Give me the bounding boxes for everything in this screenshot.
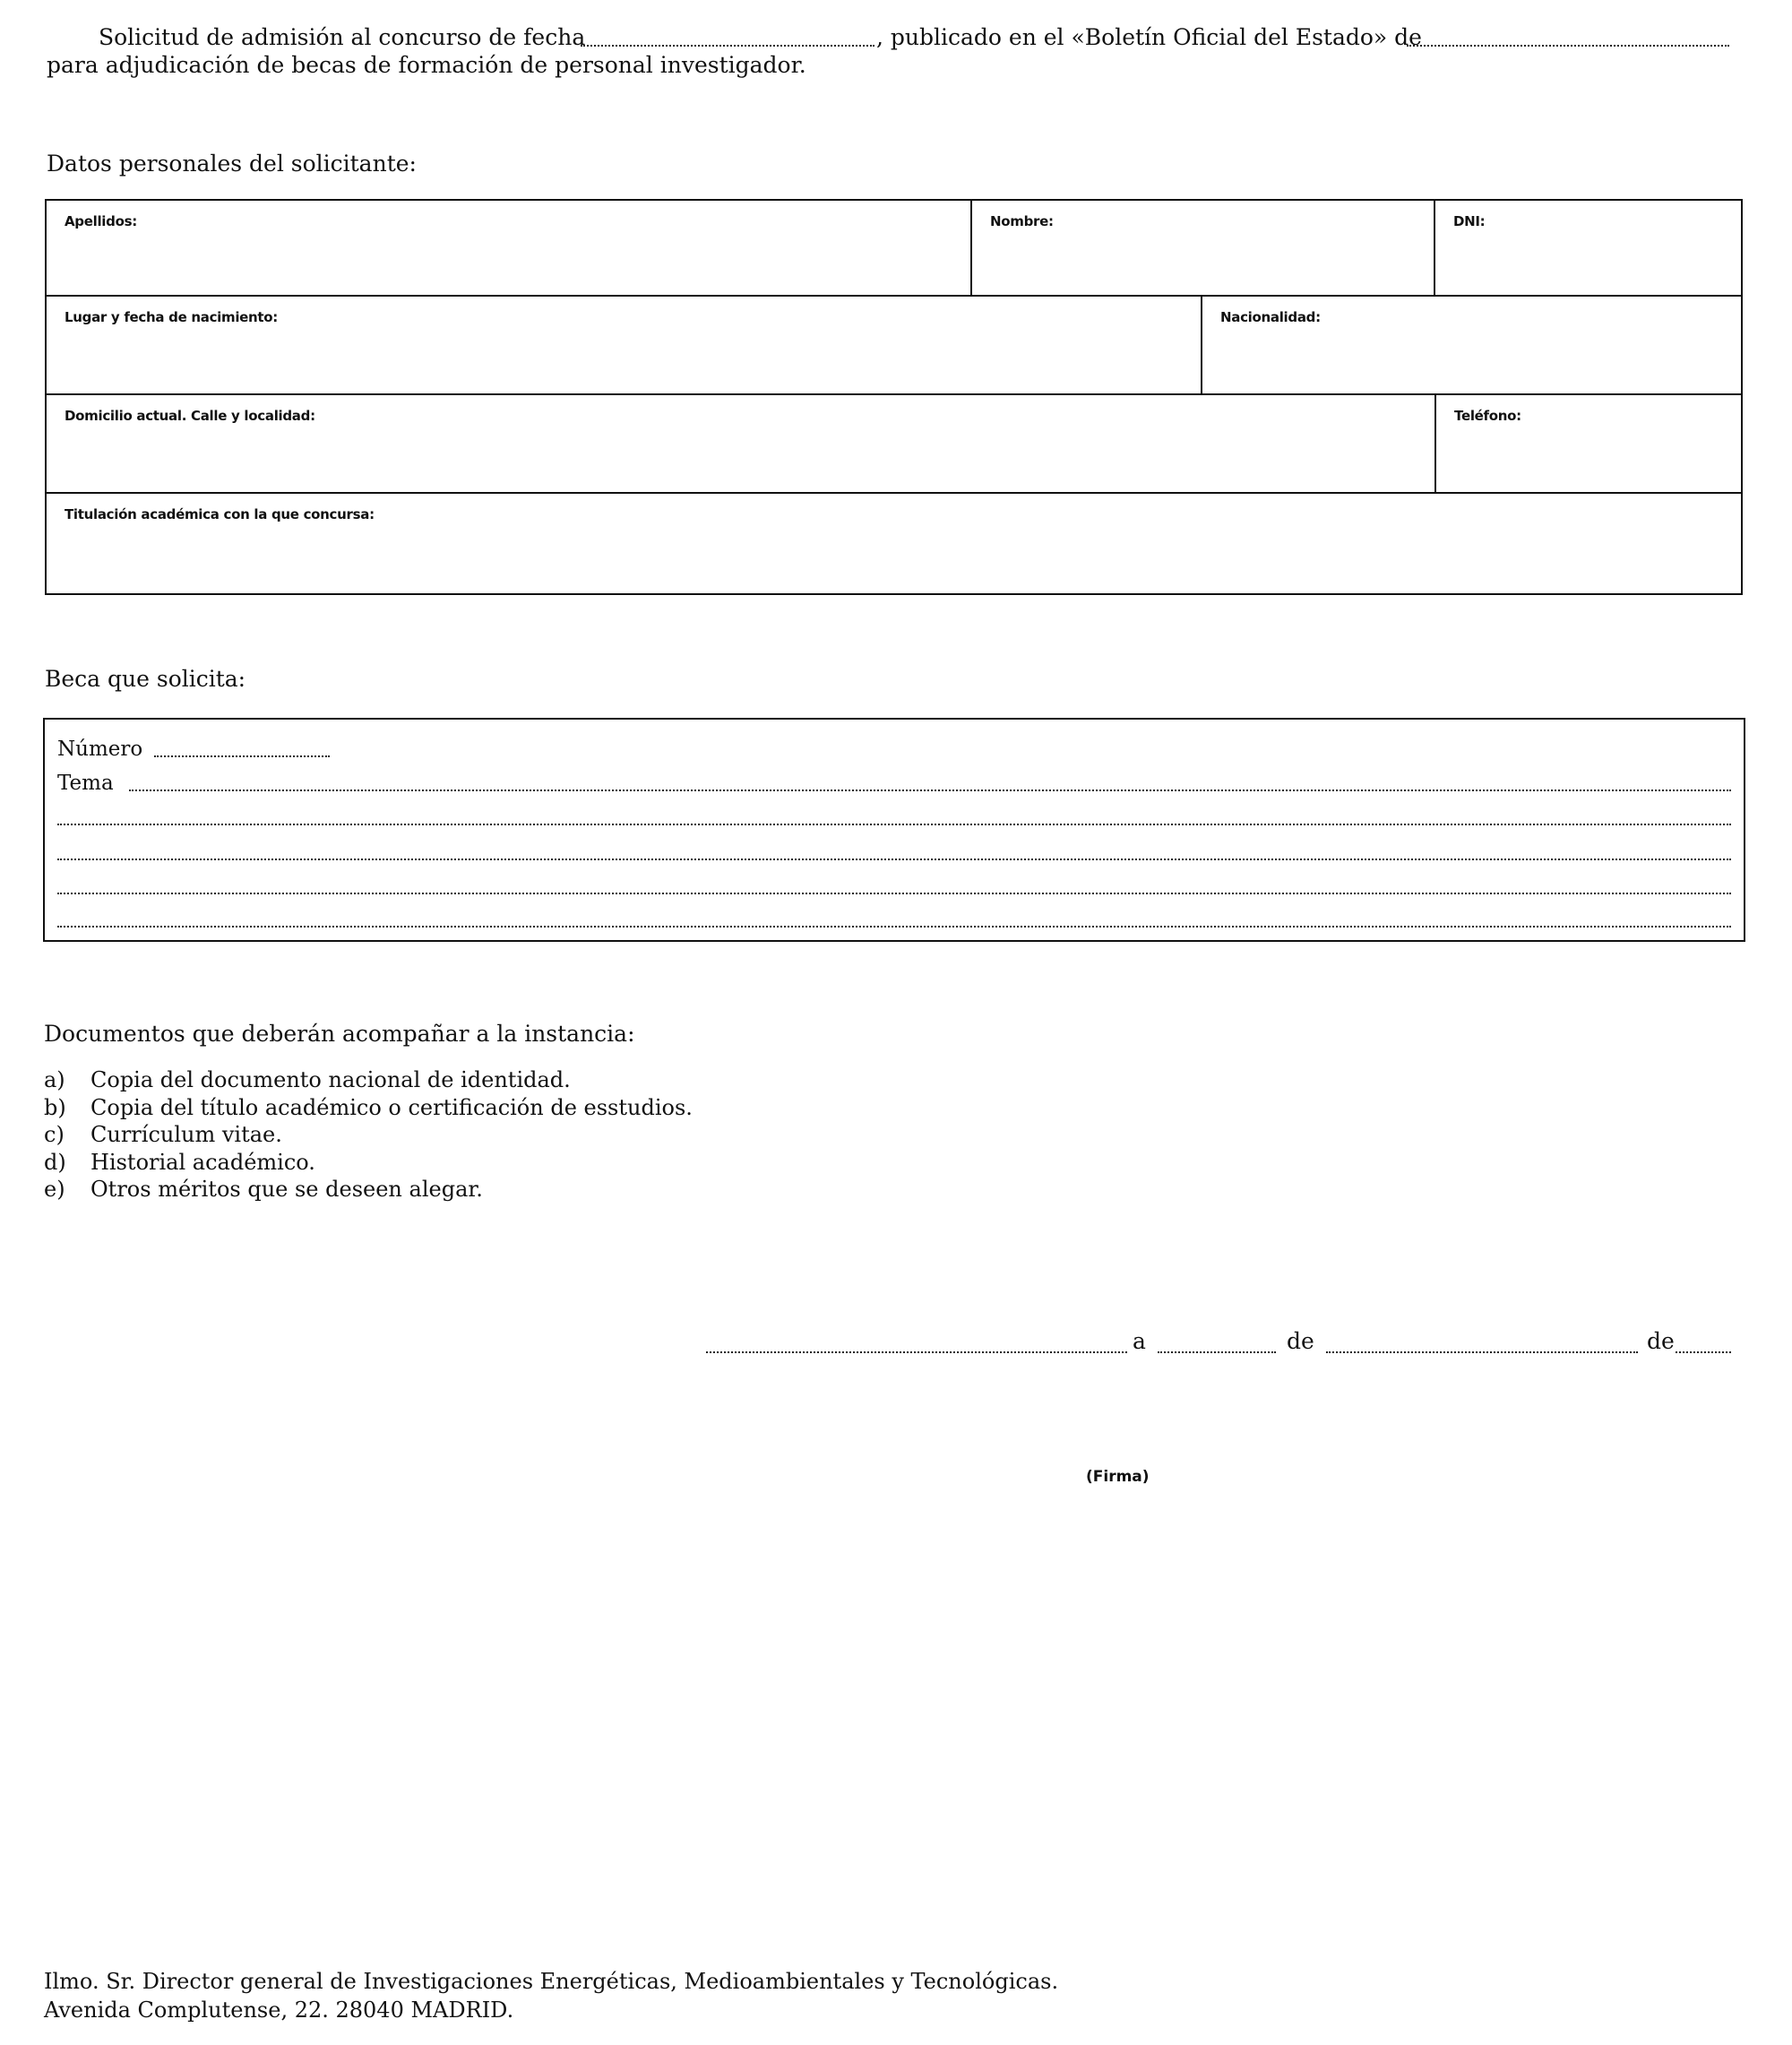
cell-domicilio[interactable] [47,395,1436,494]
cell-apellidos[interactable] [47,201,972,297]
personal-data-title: Datos personales del solicitante: [47,151,417,177]
list-item [44,1176,693,1204]
item-marker: b) [44,1094,66,1120]
beca-box [43,718,1745,942]
beca-tema-blank[interactable] [129,790,1731,791]
label-nombre: Nombre: [990,213,1054,229]
year-blank[interactable] [1676,1339,1731,1353]
cell-nombre[interactable] [972,201,1435,297]
item-text: Currículum vitae. [90,1122,282,1147]
list-item [44,1121,693,1149]
list-item [44,1149,693,1177]
item-text: Copia del título académico o certificación de esstudios. [90,1094,693,1120]
item-text: Historial académico. [90,1149,315,1175]
label-nacionalidad: Nacionalidad: [1220,309,1321,325]
beca-tema-label: Tema [57,772,114,795]
place-blank[interactable] [706,1339,1127,1353]
cell-nacionalidad[interactable] [1202,297,1741,395]
intro-line-2 [47,51,806,80]
label-lugar-fecha: Lugar y fecha de nacimiento: [65,309,278,325]
footer-line-2: Avenida Complutense, 22. 28040 MADRID. [44,1998,514,2023]
item-marker: c) [44,1122,65,1147]
beca-title: Beca que solicita: [45,666,246,692]
beca-numero-label: Número [57,738,143,761]
intro-line-1 [99,23,585,52]
beca-tema-line-5[interactable] [57,905,1731,934]
footer-line-1: Ilmo. Sr. Director general de Investigaciones Energéticas, Medioambientales y Tecnológicas. [44,1969,1059,1994]
intro-boe-blank[interactable] [1407,32,1729,47]
cell-titulacion[interactable] [47,494,1741,593]
cell-telefono[interactable] [1436,395,1741,494]
beca-tema-blank-5[interactable] [57,926,1731,928]
beca-tema-line[interactable] [57,769,1731,798]
documentos-title: Documentos que deberán acompañar a la instancia: [44,1021,635,1047]
month-blank[interactable] [1326,1339,1638,1353]
item-marker: e) [44,1177,65,1202]
cell-dni[interactable] [1435,201,1741,297]
label-dni: DNI: [1453,213,1486,229]
beca-tema-line-4[interactable] [57,872,1731,901]
label-telefono: Teléfono: [1454,408,1521,424]
intro-line-1b [876,23,1422,52]
label-domicilio: Domicilio actual. Calle y localidad: [65,408,315,424]
intro-text-part2: , publicado en el «Boletín Oficial del Estado» de [876,24,1422,50]
beca-numero-line[interactable] [57,735,1731,764]
list-item [44,1094,693,1122]
beca-tema-line-2[interactable] [57,803,1731,832]
beca-numero-blank[interactable] [154,755,330,757]
date-de-label-1: de [1287,1328,1314,1354]
beca-tema-line-3[interactable] [57,838,1731,867]
item-marker: d) [44,1149,66,1175]
intro-text-line2: para adjudicación de becas de formación de personal investigador. [47,52,806,78]
day-blank[interactable] [1158,1339,1276,1353]
documentos-list [44,1066,693,1204]
beca-tema-blank-3[interactable] [57,859,1731,860]
date-de-label-2: de [1647,1328,1675,1354]
intro-text-part1: Solicitud de admisión al concurso de fecha [99,24,586,50]
list-item [44,1066,693,1094]
item-marker: a) [44,1067,65,1092]
label-apellidos: Apellidos: [65,213,137,229]
item-text: Otros méritos que se deseen alegar. [90,1177,483,1202]
label-titulacion: Titulación académica con la que concursa: [65,506,375,522]
date-a-label: a [1133,1328,1146,1354]
beca-tema-blank-2[interactable] [57,824,1731,825]
cell-lugar-fecha[interactable] [47,297,1202,395]
intro-date-blank[interactable] [581,32,874,47]
personal-data-table [45,199,1743,595]
item-text: Copia del documento nacional de identidad. [90,1067,571,1092]
firma-label: (Firma) [1086,1468,1150,1486]
beca-tema-blank-4[interactable] [57,893,1731,894]
